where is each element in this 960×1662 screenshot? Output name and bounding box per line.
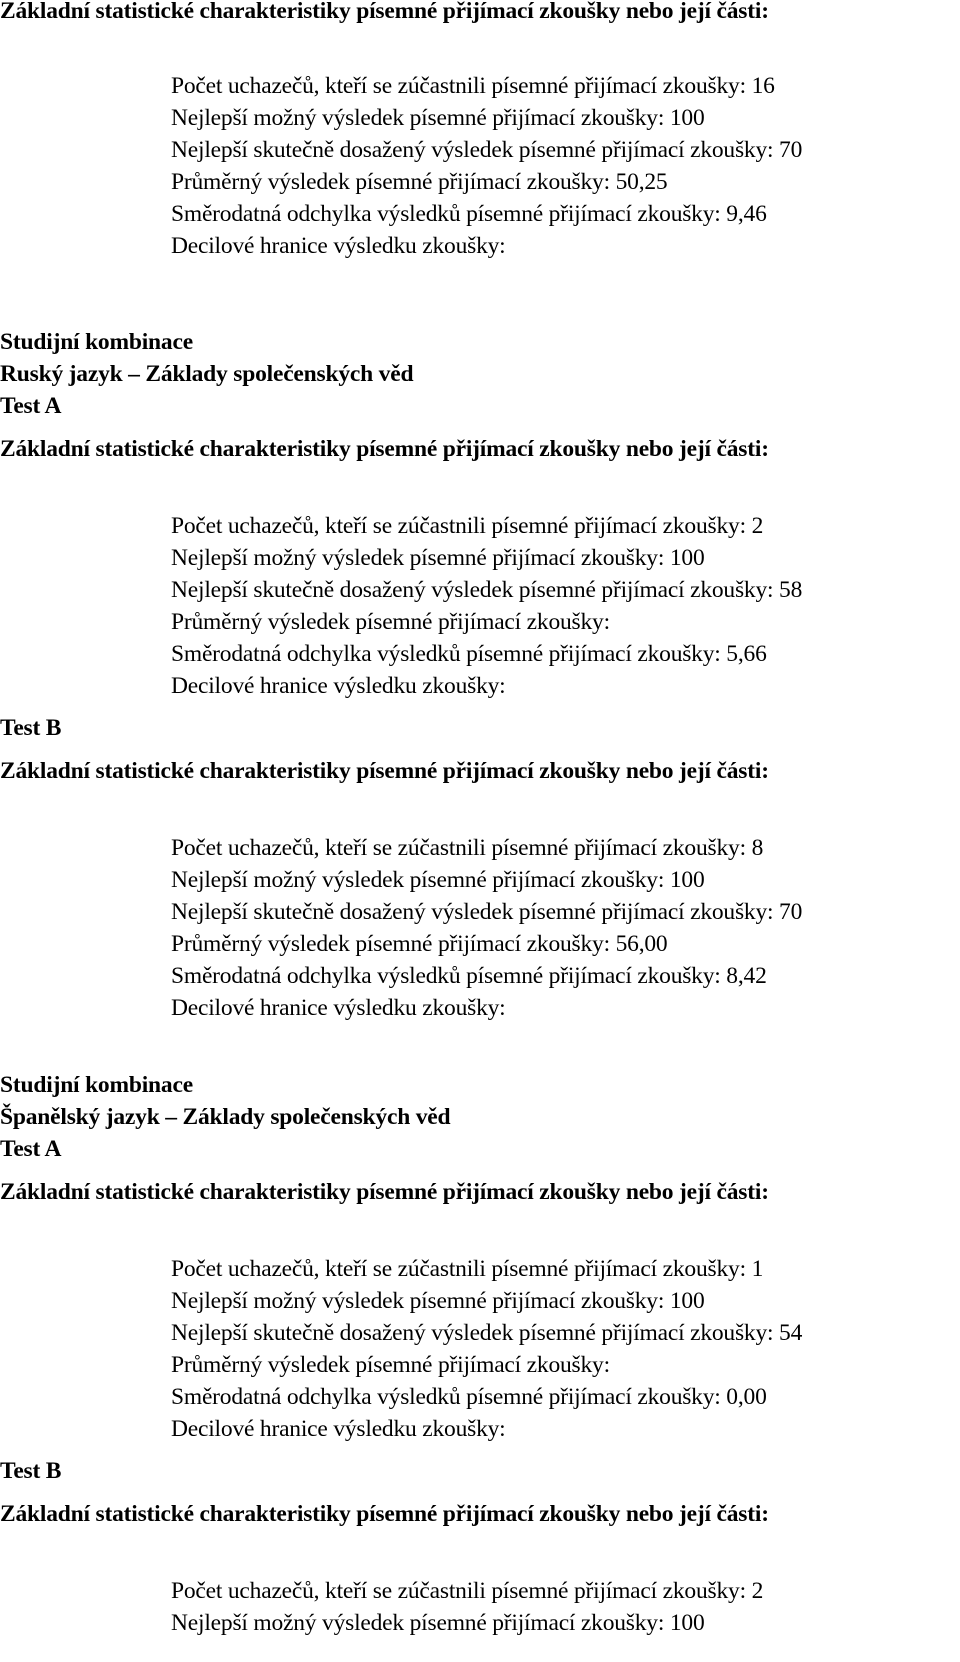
- stats-heading: Základní statistické charakteristiky písemné přijímací zkoušky nebo její části:: [0, 436, 769, 462]
- stats-heading: Základní statistické charakteristiky písemné přijímací zkoušky nebo její části:: [0, 758, 769, 784]
- stat-best-possible: Nejlepší možný výsledek písemné přijímací zkoušky: 100: [171, 1610, 705, 1636]
- stat-best-possible: Nejlepší možný výsledek písemné přijímací zkoušky: 100: [171, 545, 705, 571]
- stat-average: Průměrný výsledek písemné přijímací zkoušky:: [171, 609, 610, 635]
- test-label: Test B: [0, 1458, 62, 1484]
- combo-label: Studijní kombinace: [0, 1072, 193, 1098]
- stat-count: Počet uchazečů, kteří se zúčastnili písemné přijímací zkoušky: 8: [171, 835, 764, 861]
- combo-label: Studijní kombinace: [0, 329, 193, 355]
- stat-count: Počet uchazečů, kteří se zúčastnili písemné přijímací zkoušky: 2: [171, 513, 764, 539]
- stat-deciles: Decilové hranice výsledku zkoušky:: [171, 233, 506, 259]
- stat-best-possible: Nejlepší možný výsledek písemné přijímací zkoušky: 100: [171, 1288, 705, 1314]
- stat-std-dev: Směrodatná odchylka výsledků písemné přijímací zkoušky: 8,42: [171, 963, 767, 989]
- stat-best-achieved: Nejlepší skutečně dosažený výsledek písemné přijímací zkoušky: 70: [171, 137, 803, 163]
- stat-std-dev: Směrodatná odchylka výsledků písemné přijímací zkoušky: 9,46: [171, 201, 767, 227]
- test-label: Test A: [0, 1136, 62, 1162]
- stat-best-possible: Nejlepší možný výsledek písemné přijímací zkoušky: 100: [171, 105, 705, 131]
- stat-std-dev: Směrodatná odchylka výsledků písemné přijímací zkoušky: 0,00: [171, 1384, 767, 1410]
- stats-heading: Základní statistické charakteristiky písemné přijímací zkoušky nebo její části:: [0, 1501, 769, 1527]
- test-label: Test A: [0, 393, 62, 419]
- stats-heading: Základní statistické charakteristiky písemné přijímací zkoušky nebo její části:: [0, 1179, 769, 1205]
- stat-average: Průměrný výsledek písemné přijímací zkoušky:: [171, 1352, 610, 1378]
- test-label: Test B: [0, 715, 62, 741]
- stat-best-achieved: Nejlepší skutečně dosažený výsledek písemné přijímací zkoušky: 58: [171, 577, 803, 603]
- combo-name: Španělský jazyk – Základy společenských věd: [0, 1104, 451, 1130]
- stat-deciles: Decilové hranice výsledku zkoušky:: [171, 673, 506, 699]
- stat-average: Průměrný výsledek písemné přijímací zkoušky: 50,25: [171, 169, 668, 195]
- stat-std-dev: Směrodatná odchylka výsledků písemné přijímací zkoušky: 5,66: [171, 641, 767, 667]
- stat-average: Průměrný výsledek písemné přijímací zkoušky: 56,00: [171, 931, 668, 957]
- stat-count: Počet uchazečů, kteří se zúčastnili písemné přijímací zkoušky: 1: [171, 1256, 764, 1282]
- stat-deciles: Decilové hranice výsledku zkoušky:: [171, 1416, 506, 1442]
- stat-deciles: Decilové hranice výsledku zkoušky:: [171, 995, 506, 1021]
- stat-best-achieved: Nejlepší skutečně dosažený výsledek písemné přijímací zkoušky: 54: [171, 1320, 803, 1346]
- stat-count: Počet uchazečů, kteří se zúčastnili písemné přijímací zkoušky: 2: [171, 1578, 764, 1604]
- stat-best-possible: Nejlepší možný výsledek písemné přijímací zkoušky: 100: [171, 867, 705, 893]
- stat-count: Počet uchazečů, kteří se zúčastnili písemné přijímací zkoušky: 16: [171, 73, 775, 99]
- stats-heading: Základní statistické charakteristiky písemné přijímací zkoušky nebo její části:: [0, 0, 769, 24]
- combo-name: Ruský jazyk – Základy společenských věd: [0, 361, 414, 387]
- stat-best-achieved: Nejlepší skutečně dosažený výsledek písemné přijímací zkoušky: 70: [171, 899, 803, 925]
